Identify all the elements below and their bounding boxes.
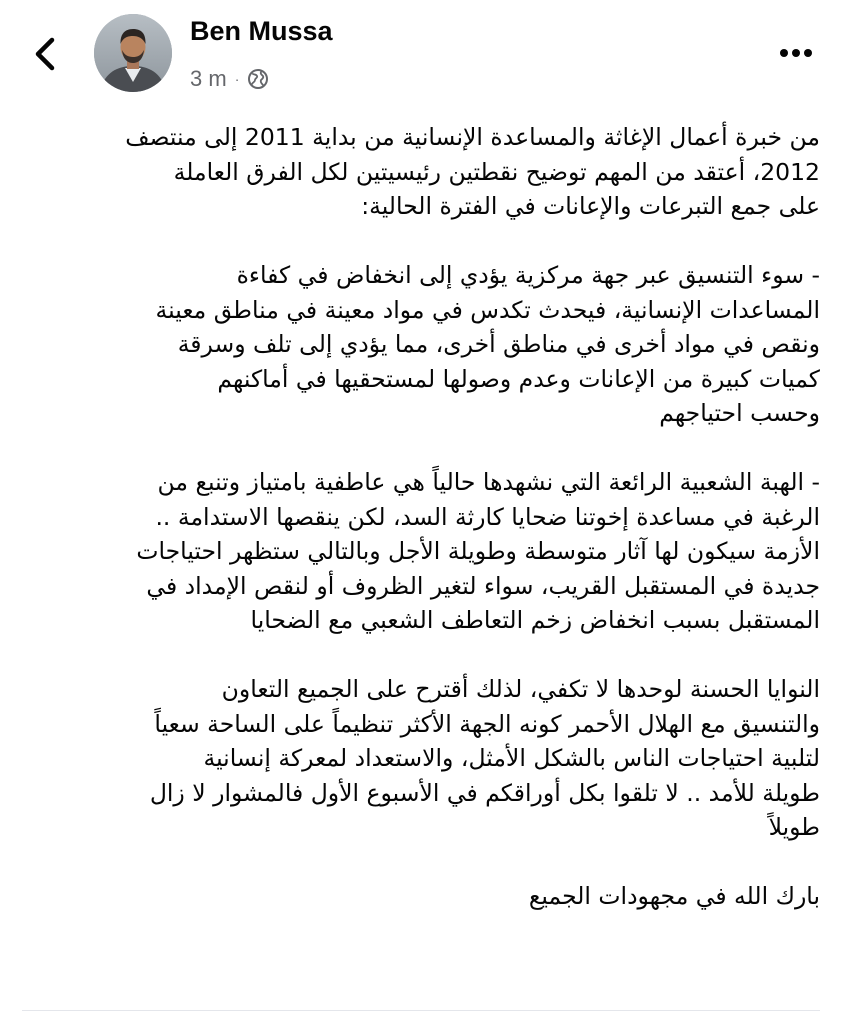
more-horizontal-icon	[772, 38, 820, 68]
post-paragraph: من خبرة أعمال الإغاثة والمساعدة الإنسانية من بداية 2011 إلى منتصف 2012، أعتقد من المهم توضيح نقطتين رئيسيتين لكل الفرق العاملة على جمع التبرعات والإعانات في الفترة الحالية:	[125, 123, 820, 220]
post-paragraph: - الهبة الشعبية الرائعة التي نشهدها حالياً هي عاطفية بامتياز وتنبع من الرغبة في مساعدة إخوتنا ضحايا كارثة السد، لكن ينقصها الاستدامة .. الأزمة سيكون لها آثار متوسطة وطويلة الأجل وبالتالي ستظهر احتياجات جديدة في المستقبل القريب، سواء لتغير الظروف أو لنقص الإمداد في المستقبل بسبب انخفاض زخم التعاطف الشعبي مع الضحايا	[136, 468, 820, 634]
post-paragraph: النوايا الحسنة لوحدها لا تكفي، لذلك أقترح على الجميع التعاون والتنسيق مع الهلال الأحمر كونه الجهة الأكثر تنظيماً على الساحة سعياً لتلبية احتياجات الناس بالشكل الأمثل، والاستعداد لمعركة إنسانية طويلة للأمد .. لا تلقوا بكل أوراقكم في الأسبوع الأول فالمشوار لا زال طويلاً	[149, 675, 820, 841]
chevron-left-icon	[22, 30, 70, 78]
back-button[interactable]	[22, 30, 70, 78]
post-meta	[190, 64, 269, 94]
more-options-button[interactable]	[772, 38, 820, 68]
avatar-photo	[94, 14, 172, 92]
post-paragraph: بارك الله في مجهودات الجميع	[528, 882, 820, 910]
author-name[interactable]: Ben Mussa	[190, 16, 333, 46]
post-paragraph: - سوء التنسيق عبر جهة مركزية يؤدي إلى انخفاض في كفاءة المساعدات الإنسانية، فيحدث تكدس في مواد معينة في مناطق معينة ونقص في مواد أخرى في مناطق أخرى، مما يؤدي إلى تلف وسرقة كميات كبيرة من الإعانات وعدم وصولها لمستحقيها في أماكنهم وحسب احتياجهم	[155, 261, 820, 427]
post-body	[22, 120, 820, 914]
divider	[22, 1010, 820, 1011]
post-header	[0, 0, 842, 110]
author-avatar[interactable]	[94, 14, 172, 92]
globe-icon[interactable]	[247, 68, 269, 90]
post-timestamp[interactable]: 3 m	[190, 66, 227, 91]
meta-separator: ·	[234, 71, 240, 87]
